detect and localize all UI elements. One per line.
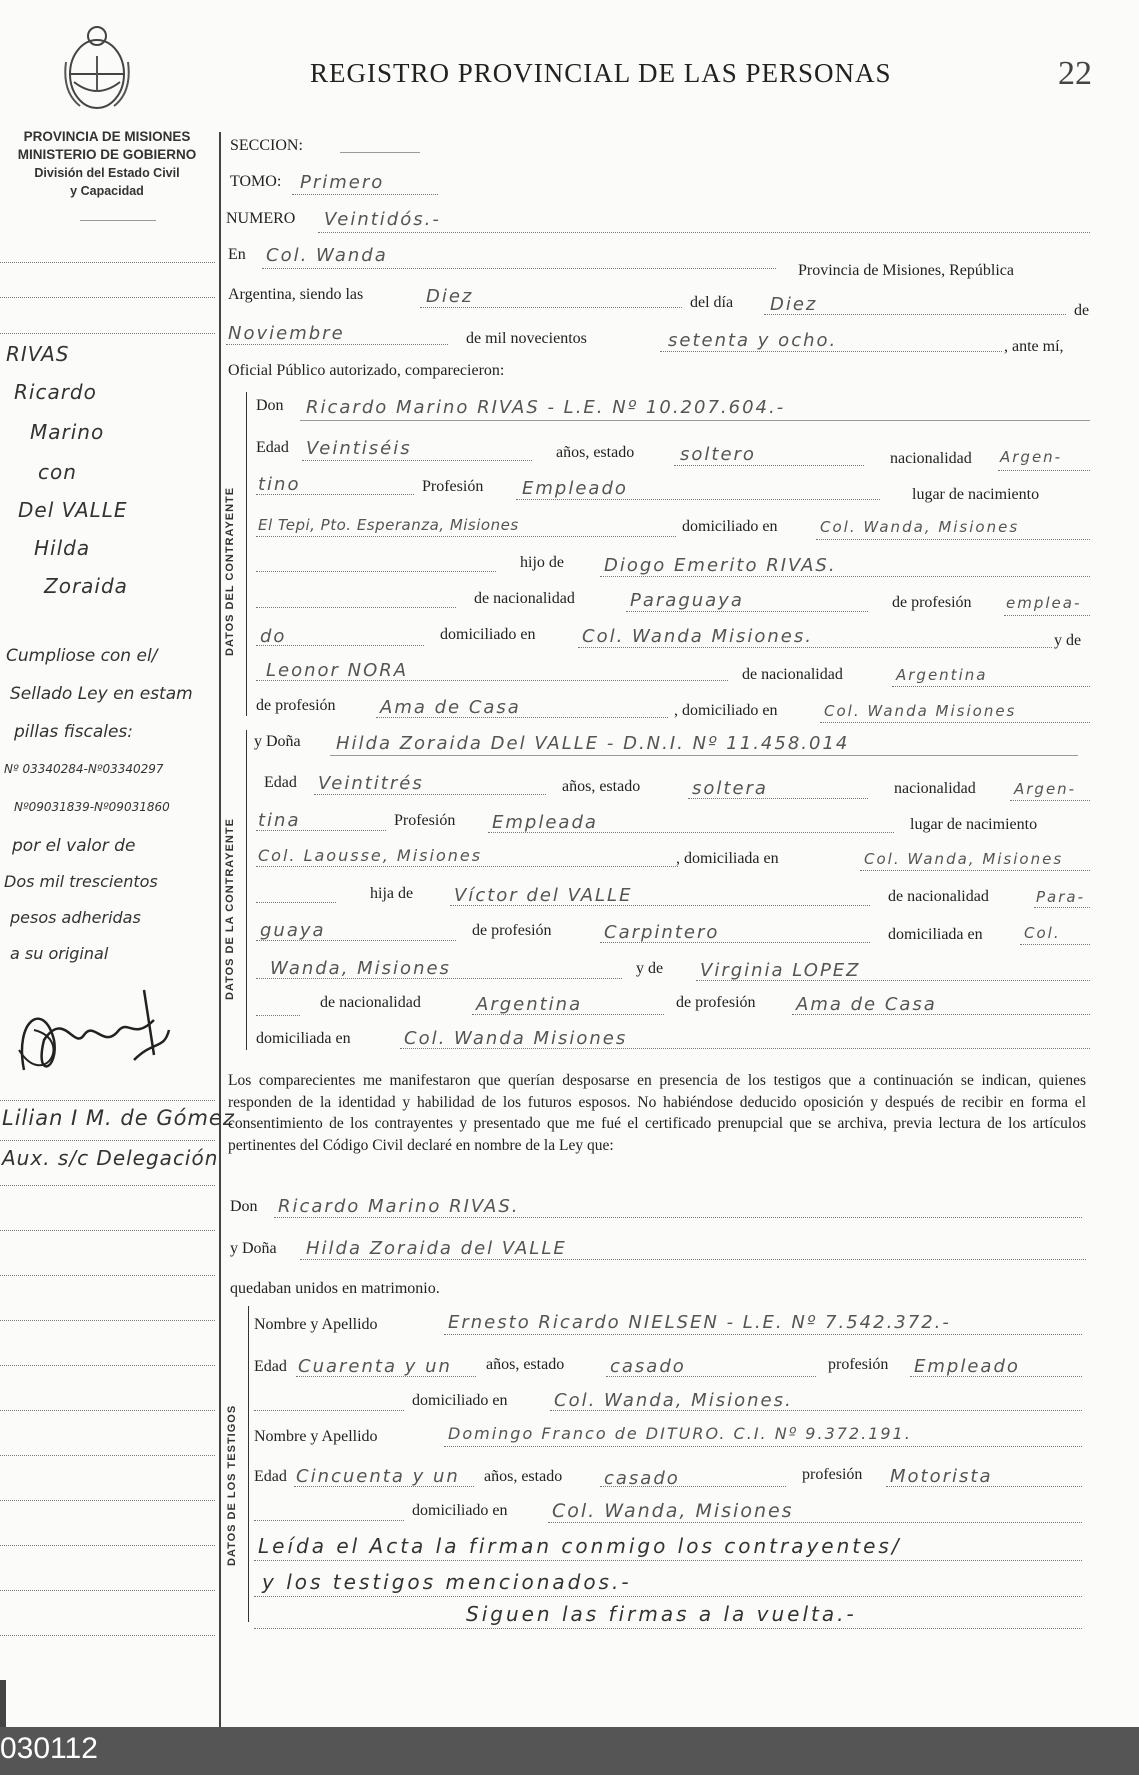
margin-divider bbox=[219, 132, 221, 1752]
page-number: 22 bbox=[1058, 55, 1092, 92]
scan-left-edge bbox=[0, 1680, 6, 1727]
padre-value-2: Víctor del VALLE bbox=[454, 885, 633, 906]
madre-prof-line-2 bbox=[792, 1014, 1090, 1015]
anio-value: setenta y ocho. bbox=[668, 330, 838, 351]
t2-nombre-line bbox=[444, 1446, 1082, 1447]
dom-madre-value-2: Col. Wanda Misiones bbox=[404, 1028, 628, 1049]
dom-value: Col. Wanda, Misiones bbox=[820, 518, 1020, 536]
padre-line bbox=[600, 576, 1090, 577]
margin-note-3: pillas fiscales: bbox=[14, 722, 134, 742]
profesion-line-2 bbox=[488, 832, 894, 833]
org-header bbox=[2, 128, 212, 200]
margin-name-1: RIVAS bbox=[6, 342, 70, 366]
margin-name-2: Ricardo bbox=[14, 380, 97, 404]
domiciliada-label: , domiciliada en bbox=[676, 850, 779, 867]
de-nac-label-1: de nacionalidad bbox=[474, 590, 575, 607]
margin-note-7: Dos mil trescientos bbox=[4, 872, 158, 891]
t1-edad-label: Edad bbox=[254, 1358, 287, 1375]
profesion-line bbox=[516, 499, 880, 500]
section-label-contrayente: DATOS DEL CONTRAYENTE bbox=[224, 486, 236, 656]
dia-line bbox=[764, 314, 1066, 315]
hija-de-label: hija de bbox=[370, 885, 414, 902]
profesion-value-2: Empleada bbox=[492, 812, 598, 833]
hija-pre-line bbox=[256, 902, 336, 903]
estado-line bbox=[674, 465, 864, 466]
t1-edad-value: Cuarenta y un bbox=[298, 1356, 452, 1377]
profesion-label-2: Profesión bbox=[394, 812, 456, 829]
scan-code: 030112 bbox=[0, 1732, 98, 1765]
signature-scribble-icon bbox=[4, 980, 174, 1100]
signature-title: Aux. s/c Delegación bbox=[2, 1146, 219, 1170]
padre-prof-line-2 bbox=[600, 942, 870, 943]
padre-nac-line bbox=[626, 611, 868, 612]
dom-padre-line-2a bbox=[1020, 944, 1090, 945]
margin-name-4: con bbox=[38, 460, 77, 484]
padre-nac-value-2b: guaya bbox=[260, 920, 326, 941]
edad-line-2 bbox=[314, 794, 546, 795]
dona-line bbox=[330, 755, 1078, 756]
org-line1: PROVINCIA DE MISIONES bbox=[23, 129, 191, 144]
dia-value: Diez bbox=[770, 294, 818, 315]
del-dia-label: del día bbox=[690, 294, 734, 311]
margin-name-6: Hilda bbox=[34, 536, 91, 560]
tomo-line bbox=[292, 194, 438, 195]
t2-nombre-label: Nombre y Apellido bbox=[254, 1428, 378, 1445]
t2-dom-line bbox=[548, 1522, 1082, 1523]
nacionalidad-label: nacionalidad bbox=[890, 450, 972, 467]
padre-line-2 bbox=[450, 905, 870, 906]
t2-dom-value: Col. Wanda, Misiones bbox=[552, 1500, 794, 1522]
en-label: En bbox=[228, 246, 246, 263]
t2-dom-label: domiciliado en bbox=[412, 1502, 508, 1519]
hijo-pre-line bbox=[256, 571, 496, 572]
t2-prof-value: Motorista bbox=[890, 1466, 993, 1487]
de-prof-label-3: de profesión bbox=[472, 922, 552, 939]
quedaban-label: quedaban unidos en matrimonio. bbox=[230, 1280, 440, 1297]
de-prof-label-1: de profesión bbox=[892, 594, 972, 611]
provincia-label: Provincia de Misiones, República bbox=[798, 262, 1014, 279]
padre-value: Diogo Emerito RIVAS. bbox=[604, 555, 837, 576]
numero-value: Veintidós.- bbox=[324, 209, 441, 230]
mes-value: Noviembre bbox=[228, 323, 345, 344]
nac-value-b: tino bbox=[258, 474, 301, 495]
de-nac-label-2: de nacionalidad bbox=[742, 666, 843, 683]
dom-line bbox=[816, 539, 1090, 540]
dom-madre-line bbox=[820, 722, 1090, 723]
hora-value: Diez bbox=[426, 286, 474, 307]
padre-prof-line-b bbox=[256, 645, 424, 646]
dom-padre-value: Col. Wanda Misiones. bbox=[582, 626, 813, 647]
dom-padre-label: domiciliado en bbox=[440, 626, 536, 643]
t2-prof-line bbox=[886, 1486, 1082, 1487]
argentina-label: Argentina, siendo las bbox=[228, 286, 364, 303]
estado-value-2: soltera bbox=[692, 778, 768, 799]
margin-note-1: Cumpliose con el/ bbox=[6, 646, 158, 666]
seccion-line bbox=[340, 152, 420, 153]
y-de-label-1: y de bbox=[1054, 632, 1082, 649]
lugar-nac-label-2: lugar de nacimiento bbox=[910, 816, 1038, 833]
t1-nombre-label: Nombre y Apellido bbox=[254, 1316, 378, 1333]
don-value: Ricardo Marino RIVAS - L.E. Nº 10.207.604.- bbox=[306, 397, 786, 418]
dom-padre-line-2b bbox=[256, 978, 622, 979]
tomo-label: TOMO: bbox=[230, 173, 282, 190]
org-line3: División del Estado Civil bbox=[34, 166, 180, 180]
edad-value-2: Veintitrés bbox=[318, 773, 424, 794]
seccion-label: SECCION: bbox=[230, 137, 303, 154]
t1-anos-label: años, estado bbox=[486, 1356, 565, 1373]
t1-estado-line bbox=[606, 1376, 816, 1377]
signature-name: Lilian I M. de Gómez bbox=[2, 1106, 235, 1130]
edad-label: Edad bbox=[256, 439, 289, 456]
dom-madre-line-2 bbox=[400, 1048, 1090, 1049]
padre-nac-line-2b bbox=[256, 940, 456, 941]
domiciliada-label-2: domiciliada en bbox=[888, 926, 983, 943]
t1-nombre-value: Ernesto Ricardo NIELSEN - L.E. Nº 7.542.372.- bbox=[448, 1312, 951, 1333]
t2-estado-line bbox=[600, 1486, 786, 1487]
dom-padre-line bbox=[578, 647, 1052, 648]
section-bracket-2 bbox=[246, 730, 247, 1050]
t2-anos-label: años, estado bbox=[484, 1468, 563, 1485]
en-line bbox=[262, 268, 776, 269]
lugar-value-2: Col. Laousse, Misiones bbox=[258, 846, 483, 865]
margin-note-2: Sellado Ley en estam bbox=[10, 684, 193, 704]
hora-line bbox=[420, 307, 682, 308]
estado-line-2 bbox=[688, 798, 868, 799]
madre-nac-value: Argentina bbox=[896, 666, 988, 684]
de-prof-label-2: de profesión bbox=[256, 697, 336, 714]
t1-dom-pre-line bbox=[254, 1410, 404, 1411]
de-label: de bbox=[1074, 302, 1090, 319]
document-title: REGISTRO PROVINCIAL DE LAS PERSONAS bbox=[310, 58, 892, 88]
scan-footer-bar bbox=[0, 1727, 1139, 1775]
domiciliada-label-3: domiciliada en bbox=[256, 1030, 351, 1047]
edad-label-2: Edad bbox=[264, 774, 297, 791]
declaration-paragraph: Los comparecientes me manifestaron que querían desposarse en presencia de los testigos que a continuación se indican, quienes responden de la identidad y habilidad de los futuros esposos. No habiéndose deducido oposición y después de recibir en forma el consentimiento de los contrayentes y presentado que me fué el certificado prenupcial que se archiva, previa lectura de los artículos pertinentes del Código Civil declaré en nombre de la Ley que: bbox=[228, 1072, 1086, 1154]
ante-mi-label: , ante mí, bbox=[1004, 338, 1064, 355]
closing-line-3 bbox=[254, 1628, 1082, 1629]
numero-line bbox=[318, 232, 1090, 233]
tomo-value: Primero bbox=[300, 172, 385, 193]
dom-padre-value-2a: Col. bbox=[1024, 924, 1061, 942]
t1-edad-line bbox=[296, 1376, 476, 1377]
dona2-line bbox=[300, 1259, 1086, 1260]
nac-value-a: Argen- bbox=[1000, 448, 1063, 466]
madre-prof-line bbox=[376, 717, 668, 718]
nac-line-2b bbox=[256, 830, 386, 831]
padre-prof-value-a: emplea- bbox=[1006, 594, 1082, 612]
madre-value: Leonor NORA bbox=[266, 660, 409, 681]
dom-madre-value: Col. Wanda Misiones bbox=[824, 702, 1017, 720]
t2-dom-pre-line bbox=[254, 1520, 404, 1521]
anos-estado-label: años, estado bbox=[556, 444, 635, 461]
hijo-de-label: hijo de bbox=[520, 554, 564, 571]
anos-estado-label-2: años, estado bbox=[562, 778, 641, 795]
margin-name-3: Marino bbox=[30, 420, 105, 444]
t2-estado-value: casado bbox=[604, 1468, 680, 1489]
madre-nac-line-2 bbox=[472, 1014, 664, 1015]
t1-prof-line bbox=[910, 1376, 1082, 1377]
nac-line-a bbox=[998, 470, 1090, 471]
don-line bbox=[300, 420, 1090, 421]
margin-note-6: por el valor de bbox=[12, 836, 136, 856]
en-value: Col. Wanda bbox=[266, 245, 388, 266]
lugar-nac-label: lugar de nacimiento bbox=[912, 486, 1040, 503]
madre-line bbox=[256, 680, 728, 681]
nac-value-2a: Argen- bbox=[1014, 780, 1077, 798]
closing-note-2: y los testigos mencionados.- bbox=[262, 1570, 632, 1594]
madre-nac-line bbox=[892, 686, 1090, 687]
closing-note-3: Siguen las firmas a la vuelta.- bbox=[466, 1602, 857, 1626]
section-label-testigos: DATOS DE LOS TESTIGOS bbox=[226, 1404, 238, 1566]
padre-nac-value-2a: Para- bbox=[1036, 888, 1086, 906]
anio-line bbox=[660, 351, 1002, 352]
t2-edad-value: Cincuenta y un bbox=[296, 1466, 460, 1487]
org-line4: y Capacidad bbox=[70, 184, 144, 198]
t1-dom-line bbox=[550, 1410, 1082, 1411]
de-nac-label-4: de nacionalidad bbox=[320, 994, 421, 1011]
org-line2: MINISTERIO DE GOBIERNO bbox=[17, 147, 197, 162]
margin-name-7: Zoraida bbox=[44, 574, 128, 598]
estado-value: soltero bbox=[680, 444, 756, 465]
padre-prof-line-a bbox=[1004, 615, 1090, 616]
nac-line-b bbox=[256, 494, 414, 495]
org-underline bbox=[80, 220, 156, 221]
dom-padre-value-2b: Wanda, Misiones bbox=[270, 958, 451, 979]
oficial-label: Oficial Público autorizado, comparecieron: bbox=[228, 362, 505, 379]
dom-madre-label: , domiciliado en bbox=[674, 702, 778, 719]
madre-nac-value-2: Argentina bbox=[476, 994, 583, 1015]
padre-nac-pre-line bbox=[256, 607, 456, 608]
madre-value-2: Virginia LOPEZ bbox=[700, 960, 861, 981]
margin-note-9: a su original bbox=[10, 944, 109, 963]
padre-prof-value-2: Carpintero bbox=[604, 922, 720, 943]
closing-line-2 bbox=[254, 1596, 1082, 1597]
madre-line-2 bbox=[696, 980, 1090, 981]
t1-nombre-line bbox=[444, 1334, 1082, 1335]
nac-line-2a bbox=[1010, 800, 1090, 801]
domiciliado-label: domiciliado en bbox=[682, 518, 778, 535]
don2-value: Ricardo Marino RIVAS. bbox=[278, 1196, 520, 1217]
de-prof-label-4: de profesión bbox=[676, 994, 756, 1011]
y-de-label-2: y de bbox=[636, 960, 664, 977]
lugar-value: El Tepi, Pto. Esperanza, Misiones bbox=[258, 516, 519, 534]
don-label: Don bbox=[256, 397, 284, 414]
lugar-line bbox=[256, 536, 676, 537]
coat-of-arms-icon bbox=[60, 22, 134, 114]
madre-prof-value-2: Ama de Casa bbox=[796, 994, 937, 1015]
don2-label: Don bbox=[230, 1198, 258, 1215]
dom-value-2: Col. Wanda, Misiones bbox=[864, 850, 1064, 868]
dom-line-2 bbox=[860, 870, 1090, 871]
lugar-line-2 bbox=[256, 866, 678, 867]
t1-estado-value: casado bbox=[610, 1356, 686, 1377]
nacionalidad-label-2: nacionalidad bbox=[894, 780, 976, 797]
padre-nac-line-2a bbox=[1034, 907, 1090, 908]
de-mil-label: de mil novecientos bbox=[466, 330, 587, 347]
margin-note-8: pesos adheridas bbox=[10, 908, 141, 927]
numero-label: NUMERO bbox=[226, 210, 296, 227]
closing-note-1: Leída el Acta la firman conmigo los contrayentes/ bbox=[258, 1534, 902, 1558]
madre-prof-value: Ama de Casa bbox=[380, 697, 521, 718]
t2-nombre-value: Domingo Franco de DITURO. C.I. Nº 9.372.191. bbox=[448, 1424, 912, 1443]
mes-line bbox=[226, 344, 448, 345]
t2-edad-label: Edad bbox=[254, 1468, 287, 1485]
madre-nac-pre-line bbox=[256, 1015, 300, 1016]
margin-name-5: Del VALLE bbox=[18, 498, 128, 522]
nac-value-2b: tina bbox=[258, 810, 301, 831]
t1-prof-value: Empleado bbox=[914, 1356, 1020, 1377]
de-nac-label-3: de nacionalidad bbox=[888, 888, 989, 905]
closing-line-1 bbox=[254, 1560, 1082, 1561]
padre-prof-value-b: do bbox=[260, 626, 287, 647]
profesion-value: Empleado bbox=[522, 478, 628, 499]
section-bracket-3 bbox=[248, 1306, 249, 1622]
padre-nac-value: Paraguaya bbox=[630, 590, 744, 611]
dona-value: Hilda Zoraida Del VALLE - D.N.I. Nº 11.458.014 bbox=[336, 733, 850, 754]
t2-prof-label: profesión bbox=[802, 1466, 863, 1483]
section-bracket-1 bbox=[246, 392, 247, 716]
t1-prof-label: profesión bbox=[828, 1356, 889, 1373]
y-dona2-label: y Doña bbox=[230, 1240, 277, 1257]
t2-edad-line bbox=[294, 1486, 474, 1487]
margin-note-4: Nº 03340284-Nº03340297 bbox=[4, 762, 164, 776]
margin-note-5: Nº09031839-Nº09031860 bbox=[14, 800, 170, 814]
edad-value: Veintiséis bbox=[306, 438, 412, 459]
t1-dom-value: Col. Wanda, Misiones. bbox=[554, 1390, 793, 1411]
dona2-value: Hilda Zoraida del VALLE bbox=[306, 1238, 567, 1259]
y-dona-label: y Doña bbox=[254, 733, 301, 750]
profesion-label: Profesión bbox=[422, 478, 484, 495]
t1-dom-label: domiciliado en bbox=[412, 1392, 508, 1409]
edad-line bbox=[302, 460, 532, 461]
section-label-contrayente-2: DATOS DE LA CONTRAYENTE bbox=[224, 818, 236, 1000]
don2-line bbox=[274, 1217, 1082, 1218]
